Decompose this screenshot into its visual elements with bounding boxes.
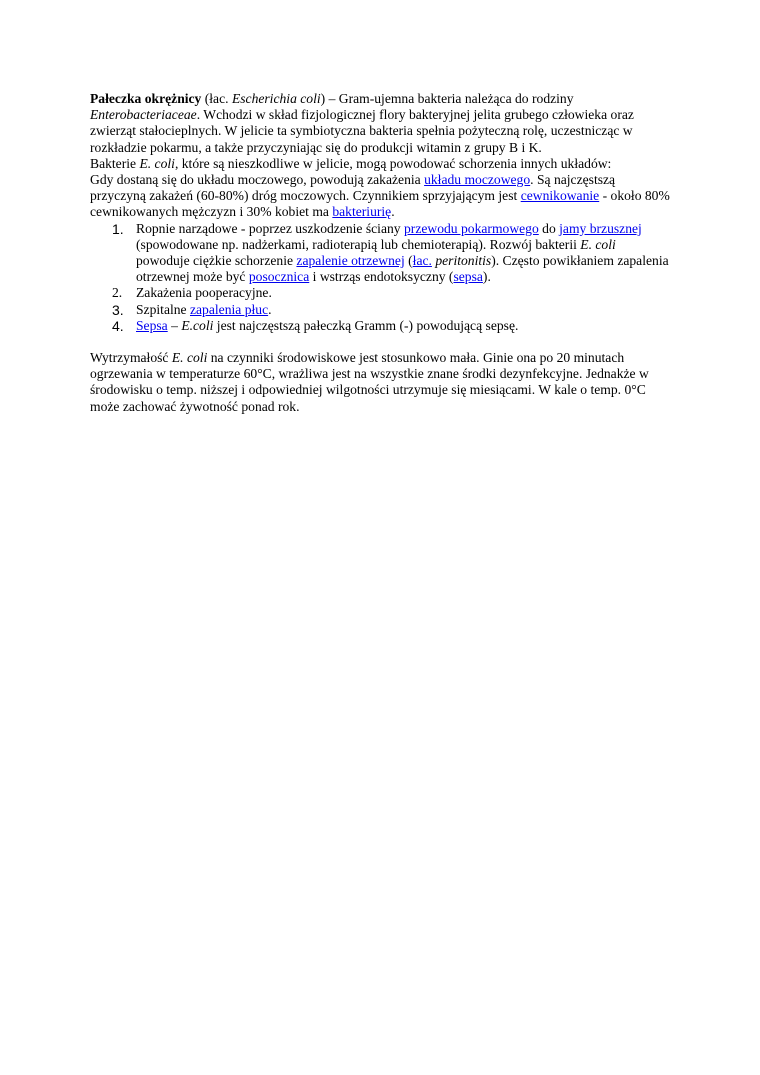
link-zapalenia-pluc[interactable]: zapalenia płuc [189,301,269,317]
text-span: ). Często powikłaniem zapalenia otrzewnej może być [136,253,669,285]
link-sepsa[interactable]: sepsa [453,269,483,285]
text-span: do [538,220,560,236]
disease-list [90,221,670,334]
species-name: E. coli [580,236,616,252]
text-span: . [391,204,395,220]
link-lac[interactable]: łac. [412,253,432,269]
link-sepsa[interactable]: Sepsa [136,317,168,333]
term-title: Pałeczka okrężnicy [90,91,202,106]
text-span: (spowodowane np. nadżerkami, radioterapią lub chemioterapią). Rozwój bakterii [136,236,581,252]
text-span: jest najczęstszą pałeczką Gramm (-) powodującą sepsę. [213,317,519,333]
text-span: Szpitalne [136,301,190,317]
link-bakteriuria[interactable]: bakteriurię [332,204,392,220]
text-span: - około 80% cewnikowanych mężczyzn i 30% kobiet ma [90,188,670,220]
text-span: i wstrząs endotoksyczny ( [309,269,454,285]
list-number: 3. [112,301,124,318]
list-item [90,285,670,301]
text-span: ) – Gram-ujemna bakteria należąca do rodziny [320,91,574,106]
link-zapalenie-otrzewnej[interactable]: zapalenie otrzewnej [296,253,405,269]
text-span: (łac. [201,91,232,106]
text-span: Wytrzymałość [90,350,172,366]
list-item [90,302,670,318]
paragraph-spacer [90,334,670,350]
family-name: Enterobacteriaceae [90,107,197,123]
text-span: Zakażenia pooperacyjne. [136,285,272,301]
species-name: E.coli [181,317,214,333]
intro-paragraph [90,91,670,156]
text-span: ( [404,253,413,269]
text-span: na czynniki środowiskowe jest stosunkowo mała. Ginie ona po 20 minutach ogrzewania w temperaturze 60°C, wrażliwa jest na wszystkie znane środki dezynfekcyjne. Jednakże w środowisku o temp. niższej i odpowiedniej wilgotności utrzymuje się miesiącami. W kale o temp. 0°C może zachować żywotność ponad rok. [90,350,649,414]
resistance-paragraph [90,350,670,415]
text-span: – [167,317,182,333]
link-uklad-moczowy[interactable]: układu moczowego [424,172,531,188]
text-span: Bakterie [90,155,140,171]
list-item [90,221,670,286]
bacteria-paragraph [90,156,670,172]
text-span: Ropnie narządowe - poprzez uszkodzenie ściany [136,220,404,236]
text-span: , które są nieszkodliwe w jelicie, mogą powodować schorzenia innych układów: [174,155,612,171]
text-span: Gdy dostaną się do układu moczowego, powodują zakażenia [90,172,425,188]
link-jama-brzuszna[interactable]: jamy brzusznej [559,220,642,236]
list-item [90,318,670,334]
list-number: 2. [112,285,123,301]
text-span: powoduje ciężkie schorzenie [136,253,297,269]
link-posocznica[interactable]: posocznica [248,269,310,285]
text-span: . Wchodzi w skład fizjologicznej flory bakteryjnej jelita grubego człowieka oraz zwierząt stałocieplnych. W jelicie ta symbiotyczna bakteria spełnia pożyteczną rolę, uczestnicząc w rozkładzie pokarmu, a także przyczyniając się do produkcji witamin z grupy B i K. [90,107,634,155]
text-span: . Są najczęstszą przyczyną zakażeń (60-80%) dróg moczowych. Czynnikiem sprzyjającym jest [90,172,616,204]
urinary-paragraph [90,172,670,221]
text-span: ). [482,269,491,285]
species-name: E. coli [171,350,208,366]
latin-name: Escherichia coli [231,91,321,106]
link-przewod-pokarmowy[interactable]: przewodu pokarmowego [404,220,539,236]
species-name: E. coli [139,155,175,171]
document-page [90,91,670,415]
list-number: 4. [112,317,124,334]
list-number: 1. [112,220,124,237]
link-cewnikowanie[interactable]: cewnikowanie [520,188,600,204]
text-span: . [268,301,272,317]
latin-name: peritonitis [435,253,492,269]
